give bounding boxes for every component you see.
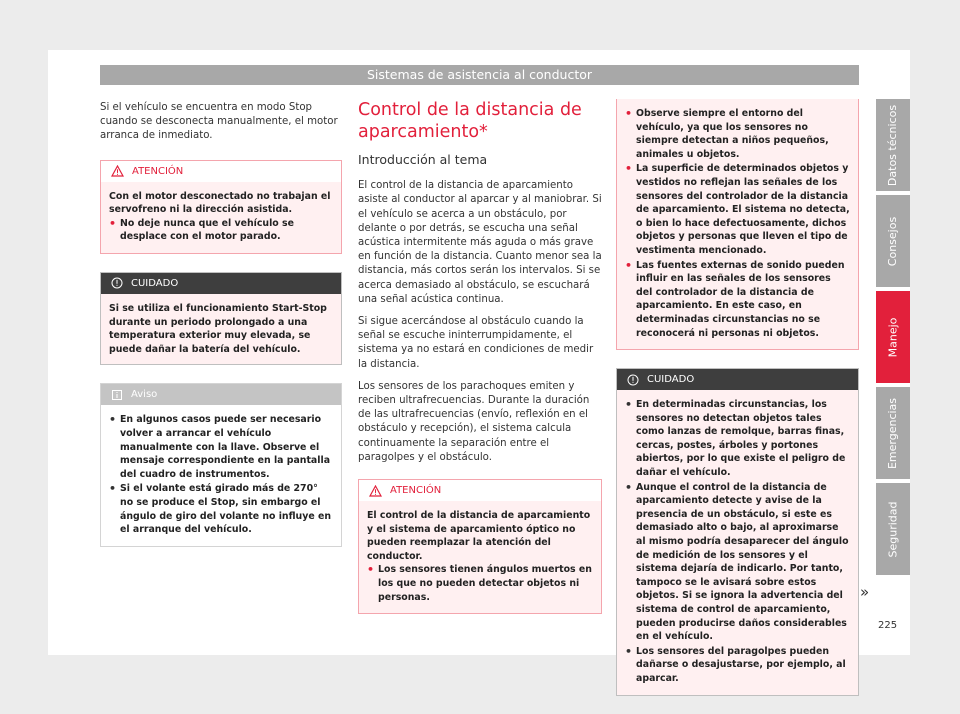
section-header: Sistemas de asistencia al conductor bbox=[100, 65, 859, 85]
bullet-icon: • bbox=[109, 413, 117, 427]
atencion-box-continued bbox=[616, 99, 859, 350]
aviso-header bbox=[101, 384, 341, 405]
cuidado-title: CUIDADO bbox=[647, 374, 695, 386]
page-number: 225 bbox=[878, 620, 898, 631]
tab-manejo[interactable]: Manejo bbox=[876, 291, 910, 383]
atencion-text: El control de la distancia de aparcamiento y el sistema de aparcamiento óptico no pueden reemplazar la atención del conductor. bbox=[367, 510, 591, 562]
bullet-icon: • bbox=[625, 162, 633, 176]
cuidado-title: CUIDADO bbox=[131, 277, 179, 289]
column-3 bbox=[616, 99, 859, 714]
list-item: • En algunos casos puede ser necesario volver a arrancar el vehículo manualmente con la llave. Observe el mensaje correspondiente en la pantalla del cuadro de instrumentos. bbox=[109, 413, 331, 480]
intro-paragraph: Si el vehículo se encuentra en modo Stop cuando se desconecta manualmente, el motor arranca de inmediato. bbox=[100, 102, 338, 142]
atencion-box-2 bbox=[358, 479, 602, 614]
list-item: • Las fuentes externas de sonido pueden influir en las señales de los sensores del controlador de la distancia de aparcamiento. En este caso, en determinadas circunstancias no se reconocerá ni personas ni objetos. bbox=[625, 258, 845, 339]
atencion-header bbox=[101, 161, 341, 182]
body-paragraph: Si sigue acercándose al obstáculo cuando la señal se escuche ininterrumpidamente, el sistema ya no estará en condiciones de medir la distancia. bbox=[358, 316, 594, 370]
tab-seguridad[interactable]: Seguridad bbox=[876, 483, 910, 575]
atencion-box-1 bbox=[100, 160, 342, 254]
bullet-icon: • bbox=[367, 563, 375, 577]
bullet-icon: • bbox=[625, 644, 633, 658]
list-item: • Aunque el control de la distancia de aparcamiento detecte y avise de la presencia de un obstáculo, si este es demasiado alto o bajo, al aproximarse al mismo podría desaparecer del ángulo de medición de los sensores y el sistema dejaría de indicarlo. Por tanto, tampoco se le avisará sobre estos objetos. Si se ignora la advertencia del sistema de control de aparcamiento, pueden producirse daños considerables en el vehículo. bbox=[625, 480, 849, 643]
tab-emergencias[interactable]: Emergencias bbox=[876, 387, 910, 479]
info-circle-icon bbox=[627, 374, 639, 386]
atencion-title: ATENCIÓN bbox=[390, 485, 442, 497]
atencion-title: ATENCIÓN bbox=[132, 165, 184, 177]
bullet-icon: • bbox=[625, 398, 633, 412]
cuidado-box-2 bbox=[616, 368, 859, 695]
section-heading: Control de la distancia de aparcamiento* bbox=[358, 100, 582, 142]
list-item: • Si el volante está girado más de 270° no se produce el Stop, sin embargo el ángulo de giro del volante no influye en el arranque del vehículo. bbox=[109, 482, 331, 536]
atencion-header bbox=[359, 480, 601, 501]
tab-consejos[interactable]: Consejos bbox=[876, 195, 910, 287]
section-subheading: Introducción al tema bbox=[358, 152, 488, 167]
aviso-box bbox=[100, 383, 342, 546]
list-item: • La superficie de determinados objetos y vestidos no reflejan las señales de los sensores del controlador de la distancia de aparcamiento. El sistema no detecta, o bien lo hace defectuosamente, dichos objetos y personas que lleven el tipo de vestimenta mencionado. bbox=[625, 162, 850, 256]
column-1 bbox=[100, 101, 342, 565]
body-paragraph: Los sensores de los parachoques emiten y reciben ultrafrecuencias. Durante la duración de las ultrafrecuencias (envío, reflexión en el obstáculo y recepción), el sistema calcula continuamente la separación entre el paragolpes y el obstáculo. bbox=[358, 380, 590, 463]
aviso-title: Aviso bbox=[131, 389, 158, 401]
info-circle-icon bbox=[111, 277, 123, 289]
cuidado-text: Si se utiliza el funcionamiento Start-Stop durante un periodo prolongado a una temperatura exterior muy elevada, se puede dañar la batería del vehículo. bbox=[109, 302, 327, 355]
cuidado-box-1 bbox=[100, 272, 342, 365]
list-item: • Observe siempre el entorno del vehículo, ya que los sensores no siempre detectan a niños pequeños, animales u objetos. bbox=[625, 107, 829, 160]
cuidado-header bbox=[617, 369, 858, 390]
list-item: • No deje nunca que el vehículo se desplace con el motor parado. bbox=[109, 216, 294, 243]
list-item: • Los sensores del paragolpes pueden dañarse o desajustarse, por ejemplo, al aparcar. bbox=[625, 644, 846, 684]
body-paragraph: El control de la distancia de aparcamiento asiste al conductor al aparcar y al maniobrar. Si el vehículo se acerca a un obstáculo, por delante o por detrás, se escucha una señal acústica intermitente más aguda o más grave en función de la distancia. Cuanto menor sea la distancia, más cortos serán los intervalos. Si se acerca demasiado al obstáculo, se escuchará una señal acústica continua. bbox=[358, 180, 602, 305]
bullet-icon: • bbox=[109, 482, 117, 496]
warning-icon bbox=[111, 165, 124, 177]
bullet-icon: • bbox=[625, 258, 633, 272]
tab-datos-tecnicos[interactable]: Datos técnicos bbox=[876, 99, 910, 191]
bullet-icon: • bbox=[625, 480, 633, 494]
note-icon bbox=[111, 389, 123, 401]
bullet-icon: • bbox=[625, 107, 633, 120]
warning-icon bbox=[369, 485, 382, 497]
column-2 bbox=[358, 99, 602, 632]
list-item: • En determinadas circunstancias, los sensores no detectan objetos tales como lanzas de remolque, barras finas, cercas, postes, árboles y portones abiertos, por lo que existe el peligro de dañar el vehículo. bbox=[625, 398, 846, 479]
cuidado-header bbox=[101, 273, 341, 294]
side-tabs bbox=[876, 99, 910, 579]
continued-marker: » bbox=[860, 583, 870, 601]
list-item: • Los sensores tienen ángulos muertos en los que no pueden detectar objetos ni personas. bbox=[367, 563, 592, 603]
atencion-text: Con el motor desconectado no trabajan el servofreno ni la dirección asistida. bbox=[109, 190, 331, 216]
bullet-icon: • bbox=[109, 216, 117, 230]
